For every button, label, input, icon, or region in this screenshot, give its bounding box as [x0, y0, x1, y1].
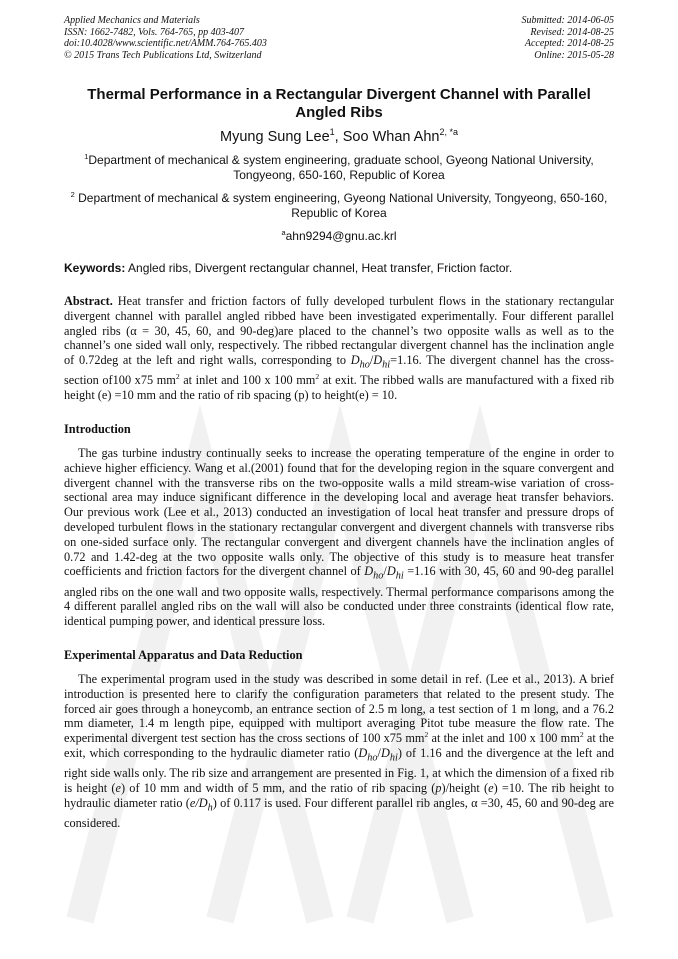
keywords-label: Keywords:: [64, 261, 126, 275]
intro-subscript: ho: [373, 570, 384, 582]
date-online: Online: 2015-05-28: [534, 49, 614, 61]
author-2-sup: 2, *a: [439, 127, 458, 138]
author-list: [64, 129, 614, 145]
abstract: [64, 294, 614, 403]
exp-symbol: e/D: [189, 795, 208, 810]
email-address: ahn9294@gnu.ac.krl: [285, 229, 397, 243]
intro-text: =1.16 with 30, 45, 60 and 90-deg parallel angled ribs on the one wall and two opposite walls, respectively. Thermal performance comparisons among the 4 different parallel angled ribs on the wall will also be conducted under three constraints (identical flow rate, identical pumping power, and identical pressure loss.: [64, 564, 615, 629]
exp-text: ) of 0.117 is used. Four different parallel rib angles, α =30, 45, 60 and 90-deg are considered.: [64, 795, 614, 831]
exp-text: at the exit, which corresponding to the hydraulic diameter ratio (: [64, 731, 614, 761]
journal-doi: doi:10.4028/www.scientific.net/AMM.764-765.403: [64, 38, 267, 49]
author-email: [64, 229, 614, 243]
exp-symbol: e: [488, 781, 494, 796]
abstract-subscript: hi: [382, 359, 391, 371]
date-submitted: Submitted: 2014-06-05: [521, 15, 614, 26]
date-revised: Revised: 2014-08-25: [530, 26, 614, 38]
author-1: Myung Sung Lee: [220, 129, 330, 145]
abstract-subscript: ho: [359, 359, 370, 371]
author-1-sup: 1: [329, 127, 335, 138]
abstract-label: Abstract.: [64, 294, 113, 308]
intro-text: The gas turbine industry continually seeks to increase the operating temperature of the engine in order to achieve higher efficiency. Wang et al.(2001) found that for the developing region in the square convergent and divergent channel with the transverse ribs on the two-opposite walls a mild stream-wise variation of cross-sectional area may induce significant difference in the developing local and average heat transfer behaviors. Our previous work (Lee et al., 2013) conducted an investigation of local heat transfer and pressure drops of developed turbulent flows in the stationary rectangular convergent and divergent channels with transverse ribs on one-sided surface only. The rectangular convergent and divergent channels have the inclination angles of 0.72 and 1.42-deg at the two opposite walls only. The objective of this study is to measure heat transfer coefficients and friction factors for the divergent channel of: [64, 446, 614, 579]
exp-symbol: D: [380, 746, 390, 761]
introduction-paragraph: [64, 446, 614, 629]
abstract-text: at exit. The ribbed walls are manufactured with a fixed rib height (e) =10 mm and the ratio of rib spacing (p) to height(e) = 10.: [64, 373, 614, 403]
exp-text: ) =10. The rib height to hydraulic diameter ratio (: [64, 781, 614, 810]
journal-copyright: © 2015 Trans Tech Publications Ltd, Switzerland: [64, 49, 262, 61]
exp-subscript: hi: [389, 752, 398, 764]
exp-superscript: 2: [424, 730, 429, 740]
exp-text: /: [377, 746, 381, 761]
affiliation-1: [64, 153, 614, 183]
journal-header: [64, 15, 614, 61]
affiliation-2-text: Department of mechanical & system engineering, Gyeong National University, Tongyeong, 650-160, Republic of Korea: [74, 191, 608, 220]
paper-content: [64, 86, 614, 831]
exp-symbol: p: [435, 781, 442, 796]
affiliation-2-sup: 2: [70, 190, 75, 199]
exp-subscript: ho: [367, 752, 378, 764]
exp-subscript: h: [207, 802, 213, 814]
journal-issn: ISSN: 1662-7482, Vols. 764-765, pp 403-407: [64, 26, 244, 38]
abstract-superscript: 2: [175, 372, 180, 382]
exp-symbol: e: [115, 781, 121, 796]
affiliation-1-sup: 1: [84, 152, 89, 161]
intro-text: /: [383, 564, 387, 579]
date-accepted: Accepted: 2014-08-25: [524, 38, 614, 49]
intro-subscript: hi: [395, 570, 404, 582]
abstract-text: at inlet and 100 x 100 mm: [179, 373, 316, 388]
abstract-symbol: D: [373, 353, 383, 368]
exp-text: ) of 1.16 and the divergence at the left and right side walls only. The rib size and arrangement are presented in Fig. 1, at which the dimension of a fixed rib is height (: [64, 746, 614, 796]
exp-text: ) of 10 mm and width of 5 mm, and the ratio of rib spacing (: [120, 781, 436, 796]
affiliation-1-text: Department of mechanical & system engineering, graduate school, Gyeong National University, Tongyeong, 650-160, Republic of Korea: [88, 153, 594, 182]
intro-symbol: D: [386, 564, 396, 579]
author-separator: ,: [334, 129, 343, 145]
keywords: [64, 261, 614, 275]
exp-text: at the inlet and 100 x 100 mm: [428, 731, 580, 746]
email-sup: a: [281, 228, 286, 237]
journal-name: Applied Mechanics and Materials: [64, 15, 200, 26]
abstract-text: =1.16. The divergent channel has the cross-section of100 x75 mm: [64, 353, 615, 388]
experimental-paragraph: [64, 672, 614, 831]
keywords-text: Angled ribs, Divergent rectangular channel, Heat transfer, Friction factor.: [125, 261, 513, 275]
affiliation-2: [64, 191, 614, 221]
section-heading-experimental: Experimental Apparatus and Data Reduction: [64, 648, 303, 663]
exp-text: The experimental program used in the study was described in some detail in ref. (Lee et al., 2013). A brief introduction is presented here to clarify the configuration parameters that related to the present study. The forced air goes through a honeycomb, an entrance section of 2.5 m long, a test section of 1 m long, and a 76.2 mm diameter, 1.4 m length pipe, equipped with multiport averaging Pitot tube measure the flow rate. The experimental divergent test section has the cross sections of 100 x75 mm: [64, 672, 614, 746]
intro-symbol: D: [364, 564, 374, 579]
abstract-superscript: 2: [315, 372, 320, 382]
exp-superscript: 2: [579, 730, 584, 740]
abstract-symbol: D: [350, 353, 360, 368]
journal-info: [64, 15, 267, 61]
publication-dates: [522, 15, 615, 61]
author-2: Soo Whan Ahn: [342, 129, 440, 145]
section-heading-introduction: Introduction: [64, 422, 131, 437]
paper-title: Thermal Performance in a Rectangular Divergent Channel with Parallel Angled Ribs: [87, 86, 591, 121]
abstract-text: /: [369, 353, 374, 368]
exp-text: )/height (: [441, 781, 489, 796]
abstract-text: Heat transfer and friction factors of fully developed turbulent flows in the stationary rectangular divergent channel with parallel angled ribbed have been investigated experimentally. Four different parallel angled ribs (α = 30, 45, 60, and 90-deg)are placed to the channel’s two opposite walls as well as to the channel’s one sided wall only, respectively. The ribbed rectangular divergent channel has the inclination angle of 0.72deg at the left and right walls, corresponding to: [64, 294, 614, 368]
exp-symbol: D: [358, 746, 368, 761]
